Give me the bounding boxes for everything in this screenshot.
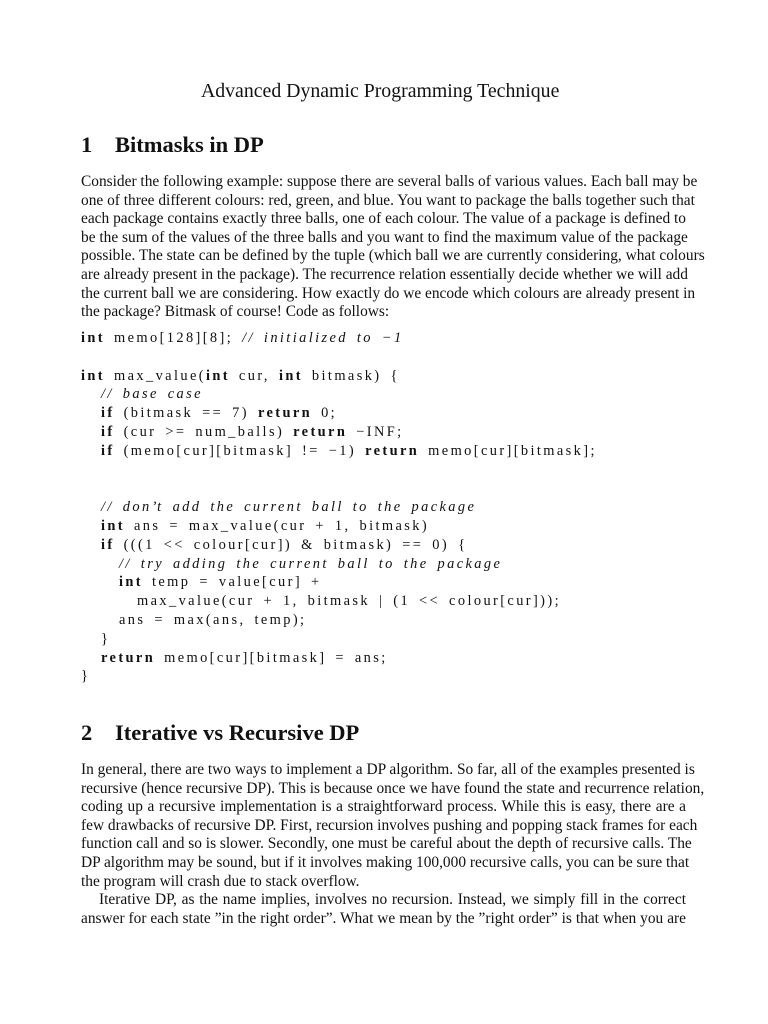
code-line: max_value(cur + 1, bitmask | (1 << colour[cur])); [137,593,561,610]
document-title: Advanced Dynamic Programming Technique [200,80,560,102]
text-line: function call and so is slower. Secondly, one must be careful about the depth of recursive calls. The [81,835,692,853]
code-comment: // don’t add the current ball to the package [101,499,477,516]
text-line: coding up a recursive implementation is a straightforward process. While this is easy, there are a [81,798,686,816]
text-line: few drawbacks of recursive DP. First, recursion involves pushing and popping stack frames for each [81,816,698,834]
code-line: int temp = value[cur] + [119,574,322,591]
code-line: int max_value(int cur, int bitmask) { [81,367,400,384]
text-line: possible. The state can be defined by the tuple (which ball we are currently considering, what colours [81,247,705,265]
text-line: are already present in the package). The recurrence relation essentially decide whether we will add [81,265,688,283]
code-comment: // base case [101,386,203,403]
text-line: Consider the following example: suppose there are several balls of various values. Each ball may be [81,173,698,190]
text-line: Iterative DP, as the name implies, involves no recursion. Instead, we simply fill in the correct [99,891,686,908]
code-comment: // initialized to −1 [242,330,404,346]
text-line: In general, there are two ways to implement a DP algorithm. So far, all of the examples presented is [81,761,695,778]
text-line: recursive (hence recursive DP). This is because once we have found the state and recurrence relation, [81,779,705,797]
code-line: if (((1 << colour[cur]) & bitmask) == 0) { [101,536,468,553]
text-line: be the sum of the values of the three balls and you want to find the maximum value of the package [81,228,688,246]
code-line: } [101,630,111,647]
text-line: the program will crash due to stack overflow. [81,872,360,890]
text-line: one of three different colours: red, green, and blue. You want to package the balls together such that [81,191,695,209]
section-number: 2 [81,720,93,745]
code-line: return memo[cur][bitmask] = ans; [101,649,388,666]
text-line: answer for each state ”in the right order”. What we mean by the ”right order” is that when you are [81,909,686,927]
code-blank-line [81,479,691,498]
section-heading-iterative-vs-recursive [81,719,359,747]
code-line: int memo[128][8]; // initialized to −1 [81,330,404,346]
paragraph-bitmasks-intro [81,173,705,322]
code-line: ans = max(ans, temp); [119,611,307,628]
code-listing [81,329,691,686]
code-line: if (bitmask == 7) return 0; [101,405,338,422]
text-line: the current ball we are considering. How exactly do we encode which colours are already present in [81,284,696,302]
section-title: Iterative vs Recursive DP [115,720,360,745]
code-line: if (memo[cur][bitmask] != −1) return memo[cur][bitmask]; [101,442,597,459]
code-line: int ans = max_value(cur + 1, bitmask) [101,517,430,534]
text-line: the package? Bitmask of course! Code as follows: [81,303,390,321]
paragraph-iterative-dp [81,891,686,928]
text-line: DP algorithm may be sound, but if it involves making 100,000 recursive calls, you can be sure that [81,853,690,871]
text-line: each package contains exactly three balls, one of each colour. The value of a package is defined to [81,210,686,228]
code-blank-line [81,461,691,480]
section-heading-bitmasks [81,131,264,159]
section-title: Bitmasks in DP [115,132,264,157]
code-blank-line [81,348,691,367]
section-number: 1 [81,132,93,157]
paragraph-recursive-dp [81,761,705,891]
code-line: if (cur >= num_balls) return −INF; [101,423,404,440]
code-comment: // try adding the current ball to the package [119,555,503,572]
code-line: } [81,668,91,685]
